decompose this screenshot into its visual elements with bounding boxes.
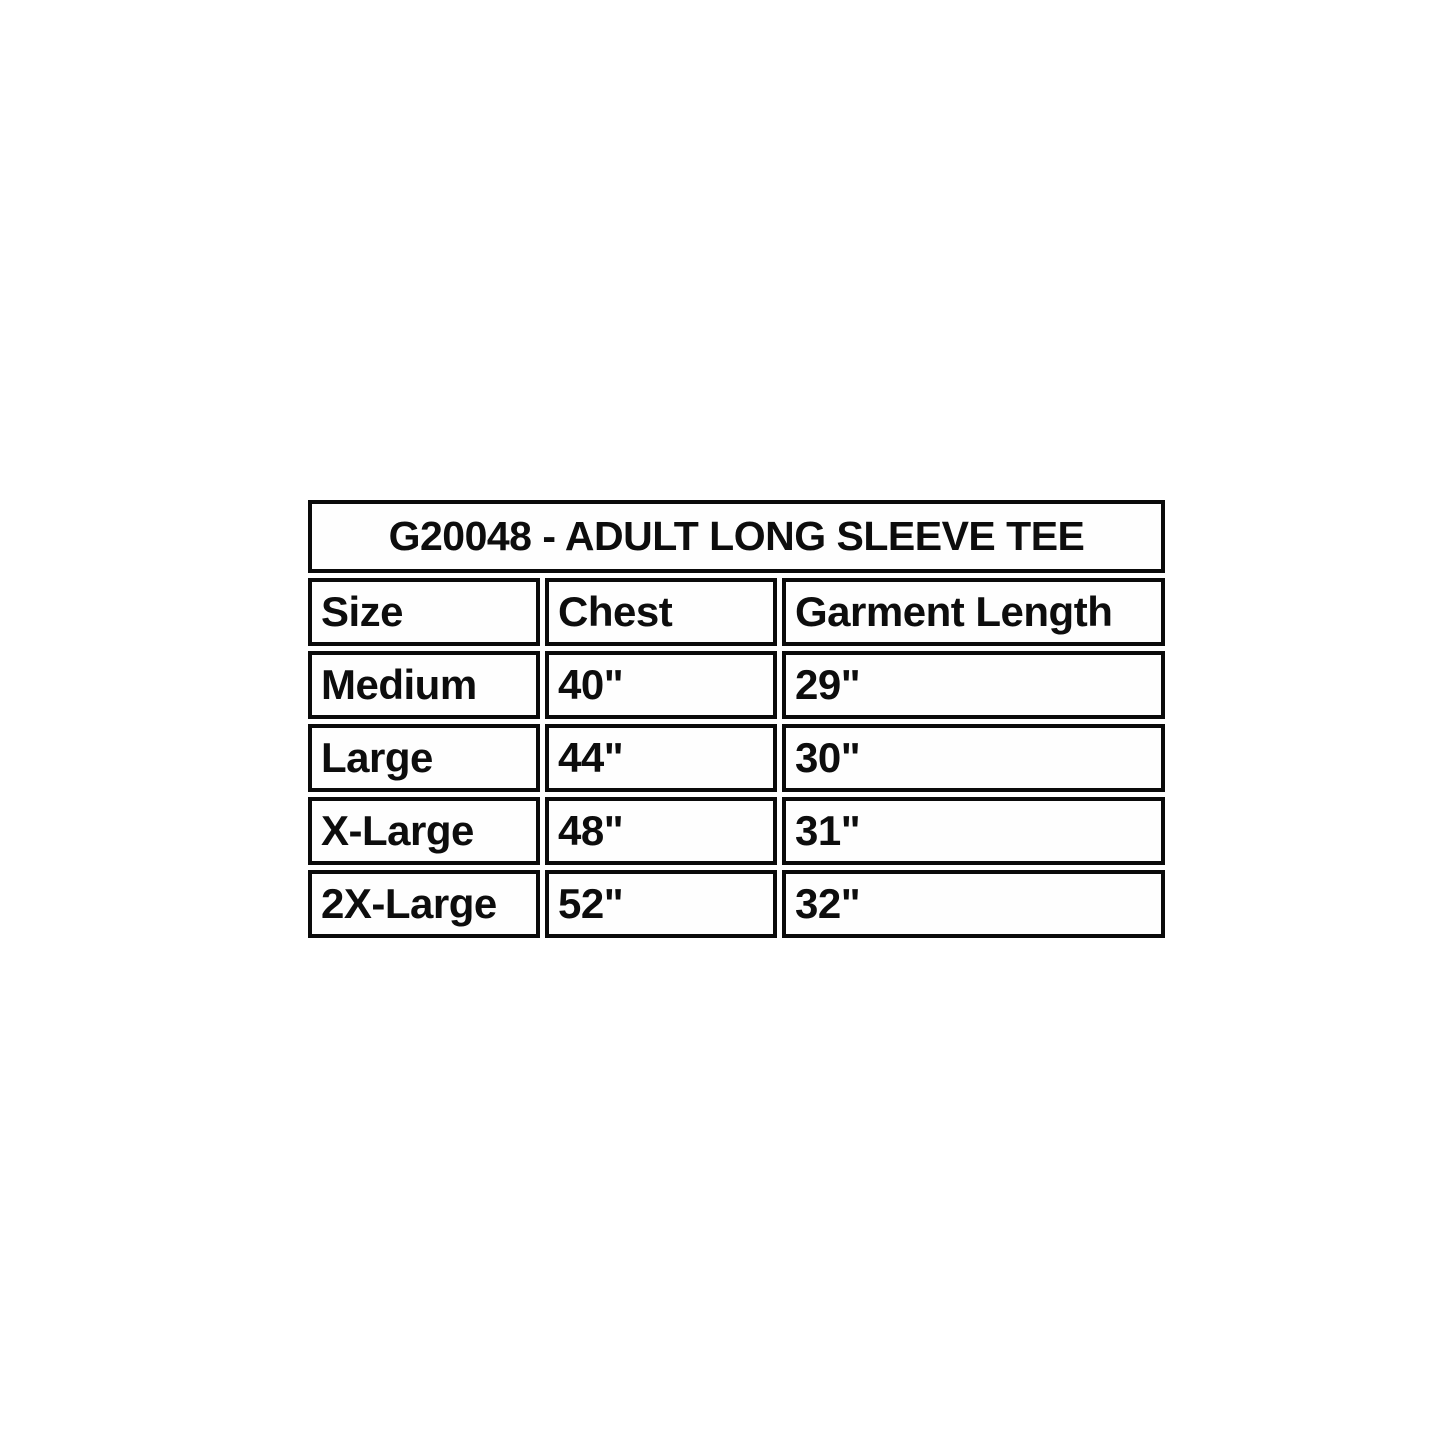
- table-cell-length-large: 30": [782, 724, 1165, 792]
- table-cell-length-xlarge: 31": [782, 797, 1165, 865]
- column-header-size: Size: [308, 578, 540, 646]
- table-cell-size-xlarge: X-Large: [308, 797, 540, 865]
- table-cell-chest-xlarge: 48": [545, 797, 777, 865]
- size-chart-table: [308, 500, 1165, 938]
- table-cell-length-2xlarge: 32": [782, 870, 1165, 938]
- column-header-chest: Chest: [545, 578, 777, 646]
- column-header-garment-length: Garment Length: [782, 578, 1165, 646]
- table-cell-chest-large: 44": [545, 724, 777, 792]
- table-title: G20048 - ADULT LONG SLEEVE TEE: [308, 500, 1165, 573]
- table-cell-size-2xlarge: 2X-Large: [308, 870, 540, 938]
- table-cell-chest-2xlarge: 52": [545, 870, 777, 938]
- table-cell-length-medium: 29": [782, 651, 1165, 719]
- table-cell-size-medium: Medium: [308, 651, 540, 719]
- table-cell-size-large: Large: [308, 724, 540, 792]
- table-cell-chest-medium: 40": [545, 651, 777, 719]
